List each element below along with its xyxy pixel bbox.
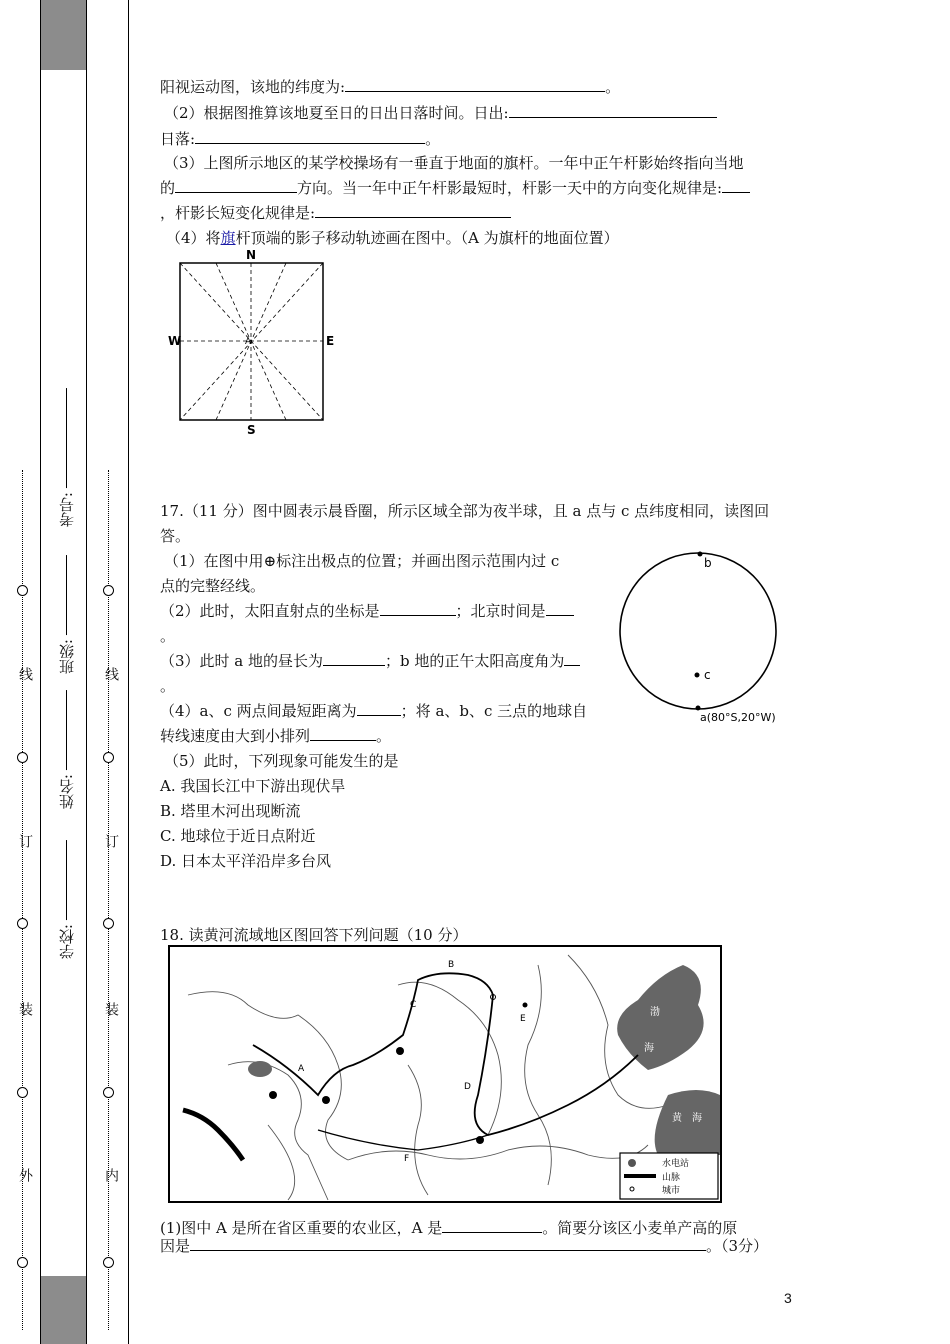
q17-option-a[interactable]: A. 我国长江中下游出现伏旱 — [160, 777, 346, 795]
q16-part3-a: （3）上图所示地区的某学校操场有一垂直于地面的旗杆。一年中正午杆影始终指向当地 — [164, 154, 744, 172]
map-label-a: A — [298, 1064, 305, 1074]
q16-part4: （4）将旗杆顶端的影子移动轨迹画在图中。（A 为旗杆的地面位置） — [166, 229, 619, 247]
margin-border-2 — [86, 0, 87, 1344]
outer-circle-4 — [17, 1087, 28, 1098]
q17-part1-b: 点的完整经线。 — [160, 577, 266, 595]
flagpole-link[interactable]: 旗 — [220, 229, 236, 247]
margin-border-1 — [40, 0, 41, 1344]
point-c-label: c — [704, 668, 711, 682]
yellow-sea-label-2: 海 — [692, 1113, 702, 1124]
q18-part1-b: 因是 。（3分） — [160, 1237, 769, 1255]
map-label-b: B — [448, 960, 455, 970]
inner-circle-1 — [103, 585, 114, 596]
yellow-sea-label-1: 黄 — [672, 1113, 682, 1124]
margin-gray-bottom — [40, 1276, 86, 1344]
name-label: 姓名: — [58, 774, 76, 810]
q17-option-d[interactable]: D. 日本太平洋沿岸多台风 — [160, 852, 332, 870]
q17-option-b[interactable]: B. 塔里木河出现断流 — [160, 802, 301, 820]
binding-margin — [0, 0, 130, 1344]
q16-latitude-line: 阳视运动图，该地的纬度为: 。 — [160, 78, 621, 96]
map-legend — [620, 1153, 718, 1199]
hydro-station-1 — [269, 1091, 277, 1099]
q16-part2-sunset: 日落: 。 — [160, 130, 441, 148]
yellow-river-basin-map[interactable] — [168, 945, 722, 1203]
inner-char-nei: 内 — [103, 1168, 119, 1182]
school-label: 学校: — [58, 924, 76, 960]
q17-title: 17.（11 分）图中圆表示晨昏圈，所示区域全部为夜半球，且 a 点与 c 点纬度相同，读图回 — [160, 502, 770, 520]
inner-dotted-line — [108, 470, 109, 1330]
q18-title: 18. 读黄河流域地区图回答下列问题（10 分） — [160, 926, 468, 944]
hydro-station-2 — [322, 1096, 330, 1104]
inner-circle-5 — [103, 1257, 114, 1268]
q17-part4-a: （4）a、c 两点间最短距离为 ；将 a、b、c 三点的地球自 — [160, 702, 588, 720]
outer-circle-5 — [17, 1257, 28, 1268]
legend-hydro-label: 水电站 — [662, 1159, 690, 1169]
page-number: 3 — [784, 1290, 792, 1306]
qinghai-lake — [248, 1061, 272, 1077]
city-dot-2 — [523, 1003, 528, 1008]
legend-hydro-icon — [628, 1159, 636, 1167]
inner-circle-2 — [103, 752, 114, 763]
map-label-f: F — [404, 1154, 410, 1164]
flagpole-shadow-diagram[interactable] — [168, 247, 338, 437]
hydro-station-3 — [396, 1047, 404, 1055]
bohai-label-2: 海 — [644, 1043, 654, 1054]
margin-border-3 — [128, 0, 129, 1344]
class-field[interactable] — [56, 555, 77, 674]
map-label-c: C — [410, 1000, 417, 1010]
inner-char-zhuang: 装 — [103, 1002, 119, 1016]
inner-char-xian: 线 — [103, 667, 119, 681]
map-label-e: E — [520, 1014, 526, 1024]
terminator-circle-figure[interactable] — [616, 545, 796, 725]
map-label-d: D — [464, 1082, 471, 1092]
point-c-dot — [695, 673, 700, 678]
q17-part4-b: 转线速度由大到小排列 。 — [160, 727, 392, 745]
diagram-label-a: A — [245, 337, 252, 347]
point-b-label: b — [704, 556, 712, 570]
point-a-dot — [696, 706, 701, 711]
outer-circle-2 — [17, 752, 28, 763]
q17-part1-a: （1）在图中用⊕标注出极点的位置；并画出图示范围内过 c — [164, 552, 560, 570]
q16-part2: （2）根据图推算该地夏至日的日出日落时间。日出: — [164, 103, 717, 123]
name-field[interactable] — [56, 690, 77, 809]
outer-char-xian: 线 — [17, 667, 33, 681]
q18-part1-a: (1)图中 A 是所在省区重要的农业区，A 是 。简要分该区小麦单产高的原 — [160, 1219, 738, 1237]
exam-no-label: 考号: — [58, 492, 76, 528]
q17-part3-end: 。 — [160, 677, 176, 695]
inner-circle-4 — [103, 1087, 114, 1098]
outer-char-wai: 外 — [17, 1168, 33, 1182]
q17-option-c[interactable]: C. 地球位于近日点附近 — [160, 827, 316, 845]
terminator-circle — [620, 553, 776, 709]
outer-char-ding: 订 — [17, 834, 33, 848]
outer-dotted-line — [22, 470, 23, 1330]
diagram-label-s: S — [247, 423, 256, 437]
exam-no-field[interactable] — [56, 388, 77, 527]
q17-part2: （2）此时，太阳直射点的坐标是 ；北京时间是 — [160, 601, 574, 621]
outer-circle-3 — [17, 918, 28, 929]
q17-part3: （3）此时 a 地的昼长为 ；b 地的正午太阳高度角为 — [160, 651, 580, 671]
bohai-label-1: 渤 — [650, 1007, 660, 1018]
legend-city-label: 城市 — [662, 1186, 681, 1196]
class-label: 班级: — [58, 639, 76, 675]
q16-part3-b: 的 方向。当一年中正午杆影最短时，杆影一天中的方向变化规律是: — [160, 178, 750, 198]
hydro-station-4 — [476, 1136, 484, 1144]
q17-part5: （5）此时，下列现象可能发生的是 — [164, 752, 399, 770]
outer-circle-1 — [17, 585, 28, 596]
point-b-dot — [698, 552, 703, 557]
diagram-label-n: N — [246, 248, 257, 262]
school-field[interactable] — [56, 840, 77, 959]
diagram-label-e: E — [326, 334, 335, 348]
q17-part2-end: 。 — [160, 627, 176, 645]
margin-gray-top — [40, 0, 86, 70]
diagram-label-w: W — [168, 334, 182, 348]
point-a-label: a(80°S,20°W) — [700, 711, 776, 724]
q16-part3-c: ，杆影长短变化规律是: — [160, 203, 511, 223]
q17-title-cont: 答。 — [160, 527, 191, 545]
inner-char-ding: 订 — [103, 834, 119, 848]
inner-circle-3 — [103, 918, 114, 929]
outer-char-zhuang: 装 — [17, 1002, 33, 1016]
legend-mountain-label: 山脉 — [662, 1173, 681, 1183]
